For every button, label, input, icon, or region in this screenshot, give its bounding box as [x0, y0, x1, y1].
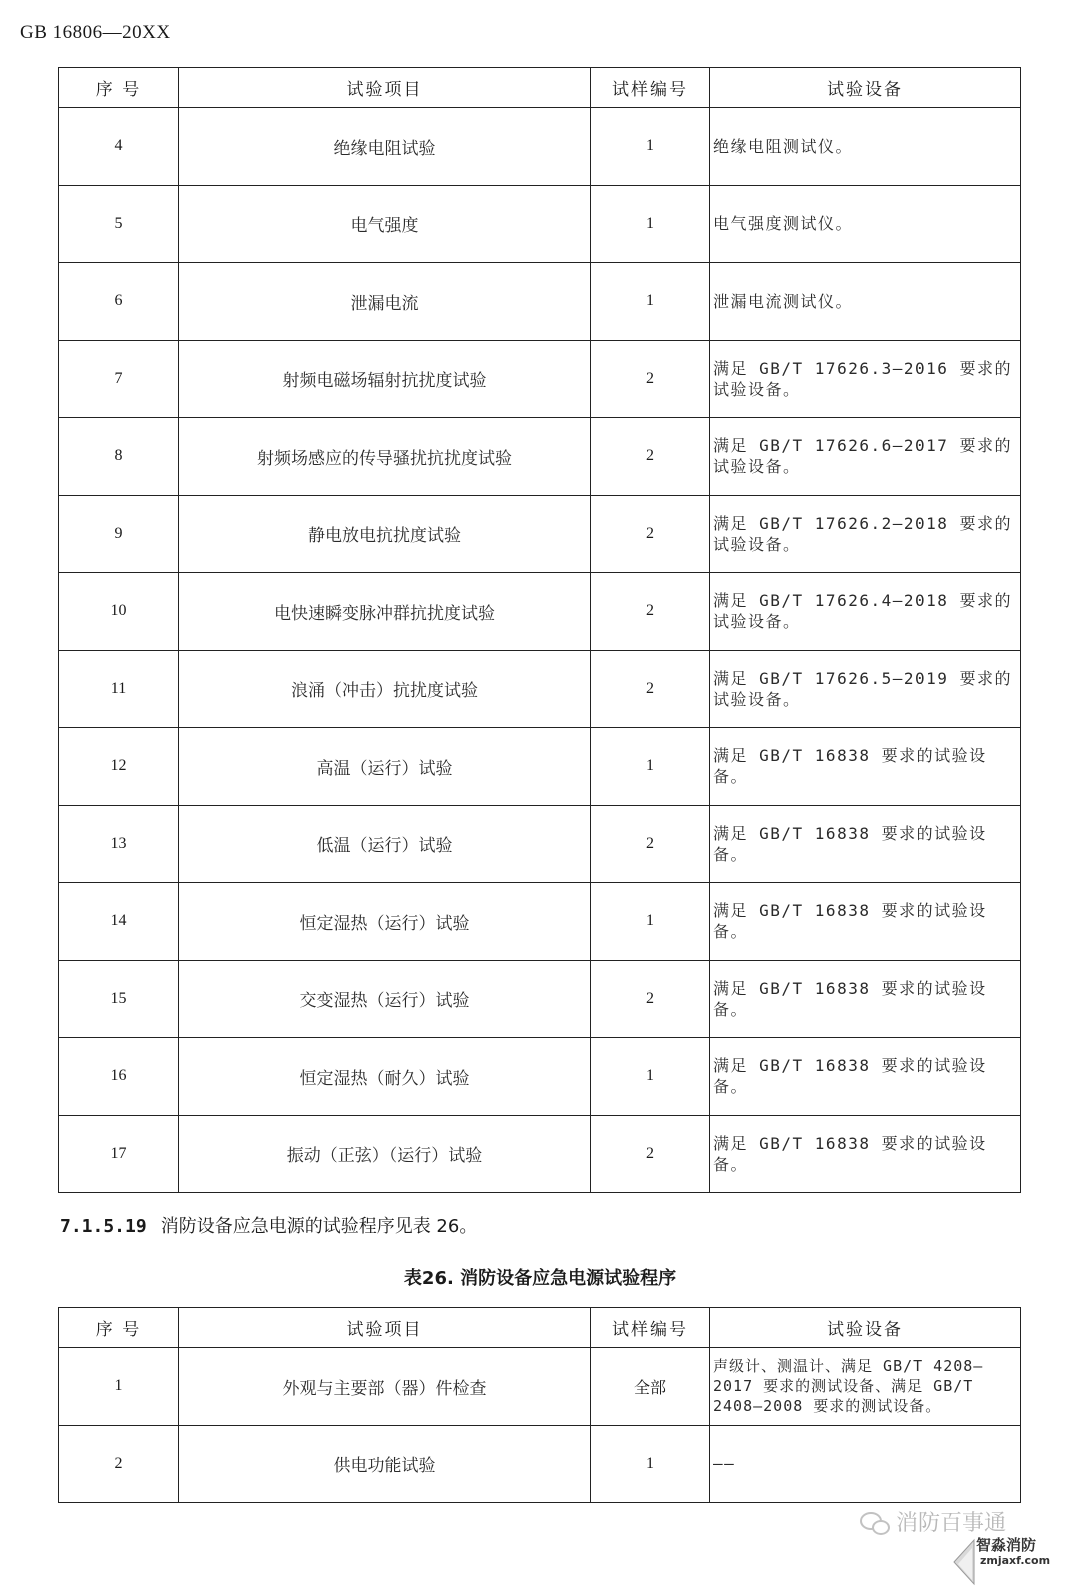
table-row — [59, 1115, 1021, 1193]
cell-no: 8 — [59, 418, 179, 496]
header-equipment: 试验设备 — [710, 1308, 1021, 1348]
cell-no: 7 — [59, 340, 179, 418]
clause-number: 7.1.5.19 — [60, 1216, 147, 1237]
cell-no: 15 — [59, 960, 179, 1038]
cell-equipment: 电气强度测试仪。 — [710, 185, 1021, 263]
cell-sample: 1 — [591, 263, 710, 341]
header-no: 序 号 — [59, 68, 179, 108]
cell-equipment: 满足 GB/T 16838 要求的试验设备。 — [710, 1038, 1021, 1116]
cell-equipment: 满足 GB/T 16838 要求的试验设备。 — [710, 883, 1021, 961]
cell-sample: 1 — [591, 1425, 710, 1503]
cell-item: 恒定湿热（耐久）试验 — [179, 1038, 591, 1116]
table-row — [59, 108, 1021, 186]
table-row — [59, 263, 1021, 341]
clause-paragraph — [60, 1212, 477, 1238]
table-header-row — [59, 1308, 1021, 1348]
cell-equipment: —— — [710, 1425, 1021, 1503]
test-equipment-table — [58, 67, 1021, 1193]
header-item: 试验项目 — [179, 1308, 591, 1348]
table-26-title: 表26. 消防设备应急电源试验程序 — [403, 1268, 677, 1289]
cell-equipment: 满足 GB/T 16838 要求的试验设备。 — [710, 960, 1021, 1038]
cell-equipment: 满足 GB/T 17626.2—2018 要求的试验设备。 — [710, 495, 1021, 573]
cell-item: 交变湿热（运行）试验 — [179, 960, 591, 1038]
cell-item: 电气强度 — [179, 185, 591, 263]
cell-no: 14 — [59, 883, 179, 961]
cell-equipment: 声级计、测温计、满足 GB/T 4208—2017 要求的测试设备、满足 GB/T 2408—2008 要求的测试设备。 — [710, 1348, 1021, 1426]
cell-sample: 1 — [591, 108, 710, 186]
table-row — [59, 495, 1021, 573]
cell-item: 供电功能试验 — [179, 1425, 591, 1503]
cell-item: 恒定湿热（运行）试验 — [179, 883, 591, 961]
cell-no: 5 — [59, 185, 179, 263]
document-code: GB 16806—20XX — [20, 22, 171, 43]
table-row — [59, 1425, 1021, 1503]
cell-item: 泄漏电流 — [179, 263, 591, 341]
cell-equipment: 满足 GB/T 17626.3—2016 要求的试验设备。 — [710, 340, 1021, 418]
table-row — [59, 650, 1021, 728]
cell-equipment: 满足 GB/T 17626.5—2019 要求的试验设备。 — [710, 650, 1021, 728]
watermark-text: 消防百事通 — [896, 1511, 1007, 1536]
cell-item: 静电放电抗扰度试验 — [179, 495, 591, 573]
table-row — [59, 340, 1021, 418]
cell-no: 16 — [59, 1038, 179, 1116]
table-header-row — [59, 68, 1021, 108]
cell-no: 6 — [59, 263, 179, 341]
cell-equipment: 满足 GB/T 17626.6—2017 要求的试验设备。 — [710, 418, 1021, 496]
wechat-icon — [860, 1510, 890, 1534]
header-sample: 试样编号 — [591, 68, 710, 108]
cell-sample: 2 — [591, 805, 710, 883]
cell-no: 10 — [59, 573, 179, 651]
table-row — [59, 960, 1021, 1038]
cell-sample: 1 — [591, 1038, 710, 1116]
cell-equipment: 满足 GB/T 17626.4—2018 要求的试验设备。 — [710, 573, 1021, 651]
header-sample: 试样编号 — [591, 1308, 710, 1348]
table-row — [59, 1348, 1021, 1426]
cell-equipment: 满足 GB/T 16838 要求的试验设备。 — [710, 728, 1021, 806]
cell-equipment: 绝缘电阻测试仪。 — [710, 108, 1021, 186]
site-logo — [950, 1532, 1078, 1586]
table-row — [59, 805, 1021, 883]
cell-sample: 1 — [591, 728, 710, 806]
cell-equipment: 泄漏电流测试仪。 — [710, 263, 1021, 341]
logo-name: 智淼消防 — [976, 1536, 1037, 1554]
header-item: 试验项目 — [179, 68, 591, 108]
cell-no: 12 — [59, 728, 179, 806]
cell-item: 射频场感应的传导骚扰抗扰度试验 — [179, 418, 591, 496]
cell-equipment: 满足 GB/T 16838 要求的试验设备。 — [710, 1115, 1021, 1193]
cell-sample: 2 — [591, 418, 710, 496]
table-row — [59, 573, 1021, 651]
cell-sample: 1 — [591, 883, 710, 961]
cell-item: 低温（运行）试验 — [179, 805, 591, 883]
cell-no: 13 — [59, 805, 179, 883]
cell-sample: 2 — [591, 340, 710, 418]
cell-no: 11 — [59, 650, 179, 728]
cell-item: 绝缘电阻试验 — [179, 108, 591, 186]
header-no: 序 号 — [59, 1308, 179, 1348]
cell-item: 浪涌（冲击）抗扰度试验 — [179, 650, 591, 728]
cell-no: 2 — [59, 1425, 179, 1503]
cell-item: 高温（运行）试验 — [179, 728, 591, 806]
header-equipment: 试验设备 — [710, 68, 1021, 108]
clause-text: 消防设备应急电源的试验程序见表 26。 — [160, 1216, 478, 1237]
cell-item: 电快速瞬变脉冲群抗扰度试验 — [179, 573, 591, 651]
cell-no: 17 — [59, 1115, 179, 1193]
cell-sample: 2 — [591, 573, 710, 651]
cell-item: 外观与主要部（器）件检查 — [179, 1348, 591, 1426]
logo-url: zmjaxf.com — [980, 1554, 1051, 1567]
cell-no: 1 — [59, 1348, 179, 1426]
cell-sample: 全部 — [591, 1348, 710, 1426]
cell-sample: 2 — [591, 650, 710, 728]
table-row — [59, 1038, 1021, 1116]
table-row — [59, 883, 1021, 961]
cell-item: 振动（正弦）（运行）试验 — [179, 1115, 591, 1193]
emergency-power-test-table — [58, 1307, 1021, 1503]
cell-sample: 2 — [591, 495, 710, 573]
table-row — [59, 728, 1021, 806]
cell-sample: 2 — [591, 960, 710, 1038]
cell-no: 4 — [59, 108, 179, 186]
cell-item: 射频电磁场辐射抗扰度试验 — [179, 340, 591, 418]
cell-sample: 2 — [591, 1115, 710, 1193]
cell-no: 9 — [59, 495, 179, 573]
cell-sample: 1 — [591, 185, 710, 263]
table-row — [59, 418, 1021, 496]
cell-equipment: 满足 GB/T 16838 要求的试验设备。 — [710, 805, 1021, 883]
table-row — [59, 185, 1021, 263]
